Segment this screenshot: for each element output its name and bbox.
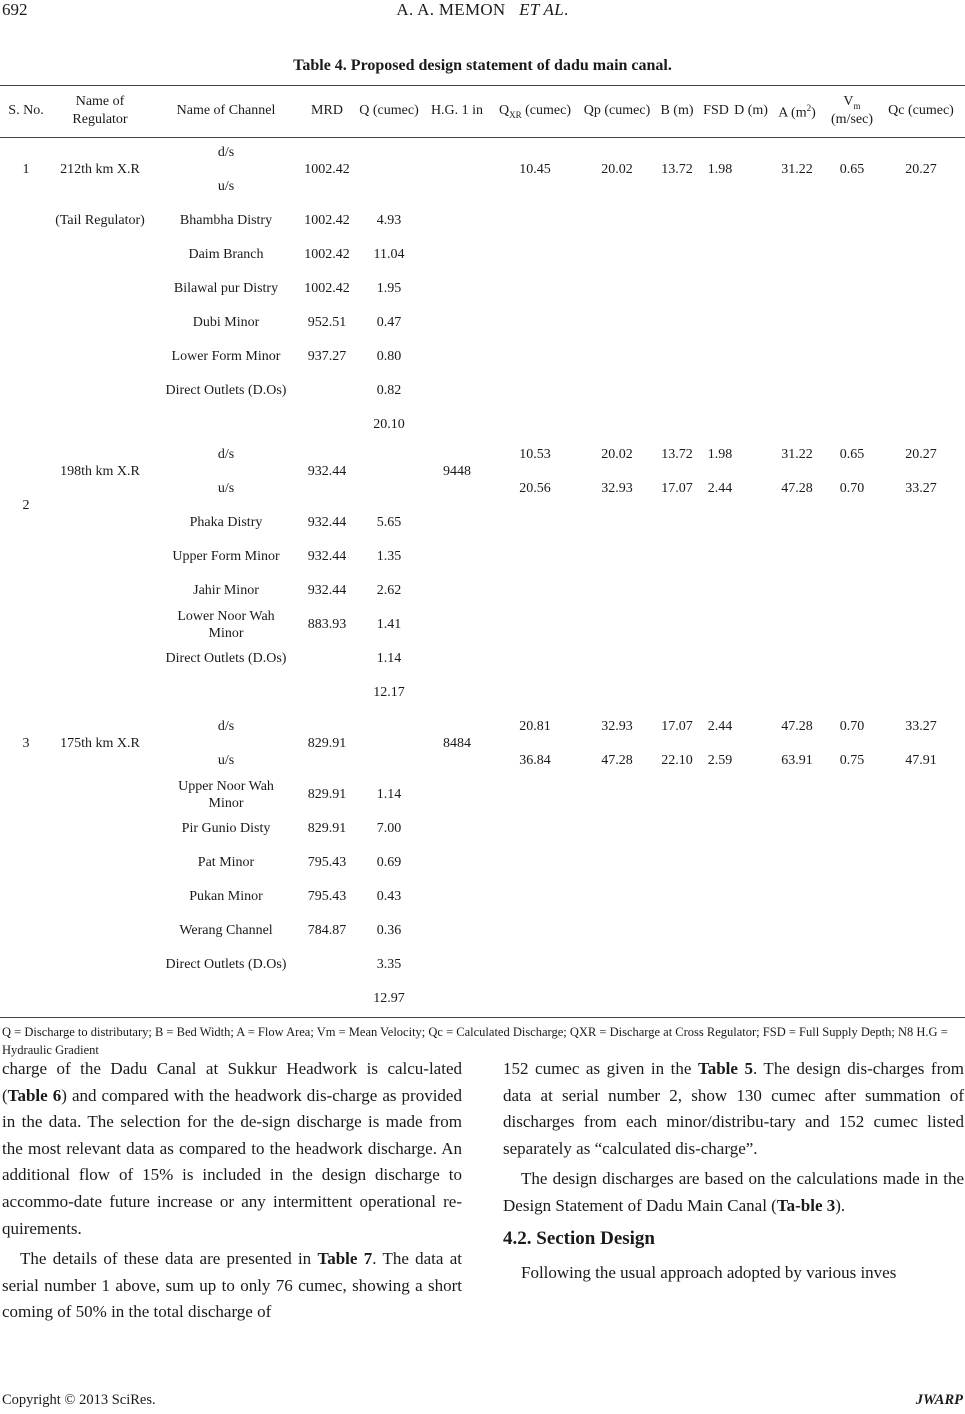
table-reference: Table 6: [7, 1085, 62, 1105]
cell-a: 63.91: [781, 753, 813, 768]
table-reference: Ta-ble 3: [776, 1195, 836, 1215]
header-qxr-unit: (cumec): [521, 103, 571, 118]
offtake-name: Dubi Minor: [192, 315, 260, 330]
cell-d: 2.44: [707, 719, 733, 734]
cell-qxr: 20.56: [519, 481, 551, 496]
table-caption: Table 4. Proposed design statement of dadu main canal.: [293, 57, 672, 74]
offtake-name: Werang Channel: [179, 923, 273, 938]
cell-a: 31.22: [781, 162, 813, 177]
serial-number: 3: [22, 736, 30, 751]
cell-qp: 20.02: [601, 447, 633, 462]
offtake-total: 12.17: [373, 685, 405, 700]
body-text: charge of the Dadu Canal at Sukkur Headwork is calcu-lated (: [2, 1059, 462, 1105]
serial-number: 2: [22, 498, 30, 513]
body-right-column: [503, 1056, 964, 1287]
header-qxr-q: Q: [499, 103, 510, 118]
cell-qxr: 36.84: [519, 753, 551, 768]
offtake-name: Pukan Minor: [189, 889, 263, 904]
offtake-name: Minor: [208, 625, 244, 641]
offtake-mrd: 937.27: [307, 349, 347, 364]
offtake-name: Bilawal pur Distry: [173, 281, 279, 296]
cell-qc: 20.27: [905, 162, 937, 177]
body-text: The details of these data are presented in: [20, 1249, 318, 1269]
cell-qp: 32.93: [601, 719, 633, 734]
cell-b: 17.07: [661, 719, 693, 734]
offtake-mrd: 795.43: [307, 889, 347, 904]
offtake-total: 12.97: [373, 991, 405, 1006]
offtake-q: 4.93: [376, 213, 402, 228]
page-number: 692: [2, 0, 28, 19]
table-reference: Table 7: [317, 1249, 373, 1269]
offtake-name: Pir Gunio Disty: [181, 821, 271, 836]
offtake-name: Direct Outlets (D.Os): [165, 651, 287, 666]
cell-vm: 0.65: [839, 447, 865, 462]
header-hg: H.G. 1 in: [430, 103, 484, 118]
body-paragraph: [503, 1166, 964, 1219]
header-q: Q (cumec): [359, 103, 419, 118]
cell-qxr: 10.53: [519, 447, 551, 462]
cell-qp: 32.93: [601, 481, 633, 496]
cell-vm: 0.70: [839, 719, 865, 734]
body-text: 152 cumec as given in the: [503, 1059, 698, 1078]
offtake-name: Lower Form Minor: [171, 349, 281, 364]
regulator-name: 198th km X.R: [60, 464, 140, 479]
offtake-q: 1.95: [376, 281, 402, 296]
regulator-name: 212th km X.R: [60, 162, 140, 177]
offtake-name: Pat Minor: [197, 855, 255, 870]
body-text: ) and compared with the headwork dis-charge as provided in the data. The selection for the de-sign discharge is made from the most relevant data as compared to the headwork discharge. An additional flow of 15% is included in the design discharge to accommo-date future increase or any intermittent operational re-quirements.: [2, 1085, 462, 1238]
offtake-q: 1.41: [376, 617, 402, 632]
direction-label: d/s: [217, 145, 235, 160]
header-vm-unit: (m/sec): [831, 112, 873, 127]
header-a-sup: 2: [806, 103, 812, 113]
offtake-name: Upper Form Minor: [172, 549, 280, 564]
offtake-q: 0.43: [376, 889, 402, 904]
offtake-q: 11.04: [373, 247, 405, 262]
cell-b: 17.07: [661, 481, 693, 496]
running-header-author: A. A. MEMON: [396, 0, 506, 19]
offtake-mrd: 1002.42: [304, 213, 350, 228]
cell-d: 1.98: [707, 447, 733, 462]
offtake-mrd: 795.43: [307, 855, 347, 870]
cell-a: 47.28: [781, 719, 813, 734]
header-regulator-line1: Name of: [75, 94, 125, 109]
cell-b: 13.72: [661, 162, 693, 177]
cell-qc: 33.27: [905, 481, 937, 496]
header-b: B (m): [660, 103, 694, 118]
offtake-name: Upper Noor Wah: [178, 778, 274, 794]
header-a-text: A (m: [778, 105, 807, 121]
offtake-mrd: 932.44: [307, 583, 347, 598]
header-vm-sub: m: [853, 100, 861, 111]
offtake-q: 3.35: [376, 957, 402, 972]
offtake-q: 0.80: [376, 349, 402, 364]
offtake-name: Direct Outlets (D.Os): [165, 957, 287, 972]
header-d: D (m): [734, 103, 768, 118]
journal-abbrev: JWARP: [915, 1392, 963, 1408]
cell-qp: 47.28: [601, 753, 633, 768]
offtake-name: Direct Outlets (D.Os): [165, 383, 287, 398]
cell-qc: 47.91: [905, 753, 937, 768]
offtake-q: 1.14: [376, 787, 402, 802]
offtake-name: Jahir Minor: [193, 583, 259, 598]
body-left-column: [2, 1056, 462, 1326]
offtake-mrd: 829.91: [307, 787, 347, 802]
cell-d: 2.59: [707, 753, 733, 768]
header-vm-v: V: [843, 94, 854, 109]
body-paragraph: [2, 1246, 462, 1326]
offtake-q: 0.36: [376, 923, 402, 938]
offtake-q: 5.65: [376, 515, 402, 530]
direction-label: u/s: [217, 481, 235, 496]
offtake-q: 1.35: [376, 549, 402, 564]
mrd-value: 1002.42: [304, 162, 350, 177]
offtake-mrd: 932.44: [307, 515, 347, 530]
header-a-close: ): [811, 105, 816, 121]
offtake-mrd: 829.91: [307, 821, 347, 836]
regulator-name: 175th km X.R: [60, 736, 140, 751]
cell-vm: 0.65: [839, 162, 865, 177]
body-text: . The design dis-charges from data at serial number 2, show 130 cumec after summation of discharges from each minor/distribu-tary and 152 cumec listed separately as “calculated dis-charge”.: [503, 1059, 964, 1158]
body-paragraph: [503, 1056, 964, 1162]
header-regulator-line2: Regulator: [72, 112, 128, 127]
cell-qp: 20.02: [601, 162, 633, 177]
cell-vm: 0.70: [839, 481, 865, 496]
offtake-mrd: 1002.42: [304, 247, 350, 262]
body-text: ).: [835, 1195, 846, 1215]
direction-label: d/s: [217, 719, 235, 734]
header-qxr: [499, 102, 571, 124]
header-qp: Qp (cumec): [583, 103, 651, 118]
hg-value: 8484: [443, 736, 471, 751]
table-header-rule: [0, 137, 965, 138]
serial-number: 1: [22, 162, 30, 177]
running-header-dot: .: [564, 0, 569, 19]
cell-b: 22.10: [661, 753, 693, 768]
offtake-name: Daim Branch: [188, 247, 264, 262]
header-fsd: FSD: [703, 103, 729, 118]
body-text: The design discharges are based on the calculations made in the Design Statement of Dadu Main Canal (: [503, 1169, 964, 1215]
cell-d: 1.98: [707, 162, 733, 177]
offtake-q: 2.62: [376, 583, 402, 598]
body-text: . The data at serial number 1 above, sum up to only 76 cumec, showing a short coming of 50% in the total discharge of: [2, 1249, 462, 1322]
offtake-name: Lower Noor Wah: [177, 608, 275, 624]
cell-a: 47.28: [781, 481, 813, 496]
table-bottom-rule: [0, 1017, 965, 1018]
mrd-value: 932.44: [307, 464, 347, 479]
cell-a: 31.22: [781, 447, 813, 462]
direction-label: d/s: [217, 447, 235, 462]
offtake-q: 7.00: [376, 821, 402, 836]
offtake-mrd: 1002.42: [304, 281, 350, 296]
header-a: [778, 100, 816, 122]
regulator-note: (Tail Regulator): [55, 213, 145, 228]
cell-qc: 33.27: [905, 719, 937, 734]
offtake-q: 0.47: [376, 315, 402, 330]
offtake-name: Minor: [208, 795, 244, 811]
table-reference: Table 5: [697, 1059, 753, 1078]
mrd-value: 829.91: [307, 736, 347, 751]
table-footnote: Q = Discharge to distributary; B = Bed Width; A = Flow Area; Vm = Mean Velocity; Qc = Calculated Discharge; QXR = Discharge at Cross Regulator; FSD = Full Supply Depth; N8 H.G = Hydraulic Gradient: [2, 1025, 948, 1057]
offtake-mrd: 784.87: [307, 923, 347, 938]
offtake-mrd: 932.44: [307, 549, 347, 564]
header-qc: Qc (cumec): [888, 103, 954, 118]
running-header: [0, 0, 965, 20]
body-paragraph: [2, 1056, 462, 1242]
offtake-total: 20.10: [373, 417, 405, 432]
offtake-mrd: 883.93: [307, 617, 347, 632]
cell-b: 13.72: [661, 447, 693, 462]
offtake-mrd: 952.51: [307, 315, 347, 330]
cell-vm: 0.75: [839, 753, 865, 768]
offtake-name: Phaka Distry: [189, 515, 263, 530]
cell-qc: 20.27: [905, 447, 937, 462]
direction-label: u/s: [217, 753, 235, 768]
body-paragraph: Following the usual approach adopted by various inves: [521, 1263, 897, 1283]
cell-qxr: 20.81: [519, 719, 551, 734]
offtake-name: Bhambha Distry: [179, 213, 273, 228]
offtake-q: 0.69: [376, 855, 402, 870]
header-sno: S. No.: [8, 103, 44, 118]
table-top-rule: [0, 85, 965, 86]
section-heading: 4.2. Section Design: [503, 1227, 655, 1249]
hg-value: 9448: [443, 464, 471, 479]
header-channel: Name of Channel: [176, 103, 276, 118]
header-mrd: MRD: [311, 103, 343, 118]
direction-label: u/s: [217, 179, 235, 194]
cell-d: 2.44: [707, 481, 733, 496]
offtake-q: 0.82: [376, 383, 402, 398]
copyright-notice: Copyright © 2013 SciRes.: [2, 1392, 156, 1408]
cell-qxr: 10.45: [519, 162, 551, 177]
offtake-q: 1.14: [376, 651, 402, 666]
header-qxr-sub: XR: [509, 109, 522, 120]
running-header-etal: ET AL: [519, 0, 564, 19]
